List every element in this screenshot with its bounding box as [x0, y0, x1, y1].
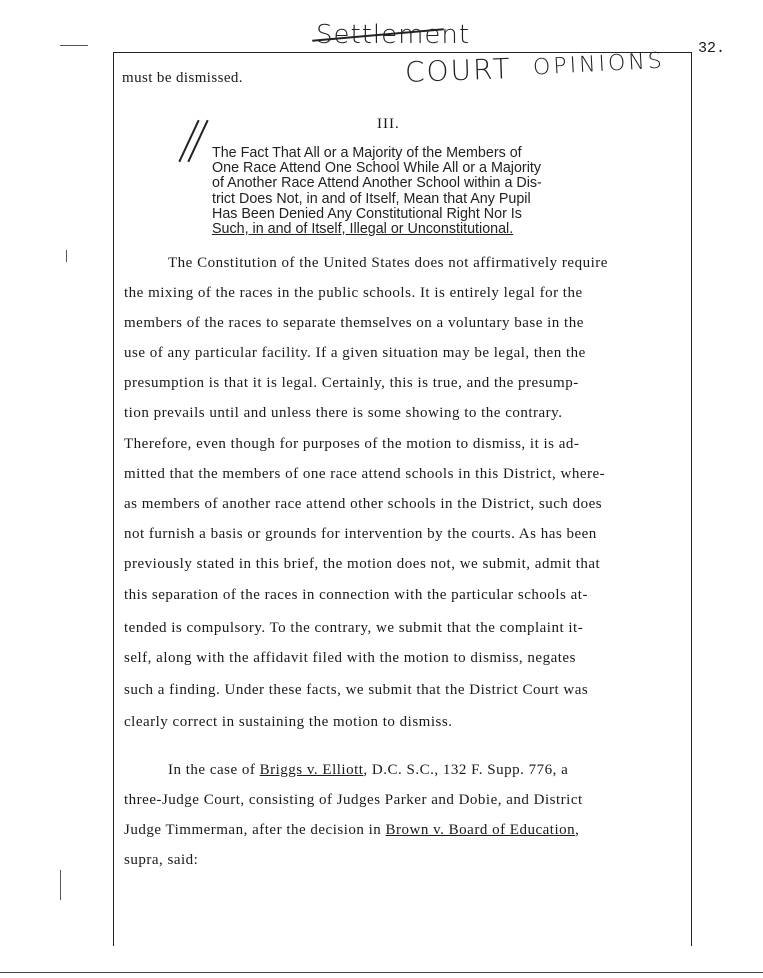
- heading-line: Such, in and of Itself, Illegal or Unconstitutional.: [212, 221, 514, 238]
- page-number: 32.: [698, 40, 726, 57]
- body-line: tended is compulsory. To the contrary, we submit that the complaint it-: [124, 620, 584, 636]
- section-heading: [212, 146, 614, 237]
- body-line: tion prevails until and unless there is some showing to the contrary.: [124, 405, 563, 421]
- text-run: In the case of: [168, 762, 260, 778]
- body-line: such a finding. Under these facts, we submit that the District Court was: [124, 682, 589, 698]
- scan-artifact: [60, 870, 61, 900]
- body-line: presumption is that it is legal. Certainly, this is true, and the presump-: [124, 375, 579, 391]
- body-line: The Constitution of the United States does not affirmatively require: [168, 255, 608, 271]
- heading-line: One Race Attend One School While All or a Majority: [212, 160, 541, 177]
- continued-line: must be dismissed.: [122, 70, 243, 86]
- section-numeral: III.: [377, 116, 400, 132]
- body-line: members of the races to separate themselves on a voluntary base in the: [124, 315, 584, 331]
- body-line: self, along with the affidavit filed with the motion to dismiss, negates: [124, 650, 576, 666]
- body-line: supra, said:: [124, 852, 199, 868]
- body-line: use of any particular facility. If a given situation may be legal, then the: [124, 345, 586, 361]
- heading-line: trict Does Not, in and of Itself, Mean that Any Pupil: [212, 190, 531, 207]
- case-citation: Brown v. Board of Education: [385, 822, 576, 838]
- body-line: this separation of the races in connection with the particular schools at-: [124, 587, 588, 603]
- body-line: mitted that the members of one race attend schools in this District, where-: [124, 466, 606, 482]
- heading-line: Has Been Denied Any Constitutional Right Nor Is: [212, 205, 522, 222]
- heading-line: of Another Race Attend Another School within a Dis-: [212, 175, 542, 192]
- bottom-rule: [0, 972, 763, 973]
- text-run: Judge Timmerman, after the decision in: [124, 822, 386, 838]
- body-line: [168, 762, 568, 779]
- handwritten-annotation-opinions: OPINIONS: [532, 48, 666, 81]
- case-citation: Briggs v. Elliott: [259, 762, 364, 778]
- scan-artifact: [60, 45, 88, 46]
- text-run: , D.C. S.C., 132 F. Supp. 776, a: [363, 762, 569, 778]
- body-line: previously stated in this brief, the motion does not, we submit, admit that: [124, 556, 601, 572]
- body-line: three-Judge Court, consisting of Judges Parker and Dobie, and District: [124, 792, 583, 808]
- body-line: clearly correct in sustaining the motion to dismiss.: [124, 714, 453, 730]
- body-line: the mixing of the races in the public schools. It is entirely legal for the: [124, 285, 583, 301]
- scan-artifact: [66, 250, 67, 262]
- handwritten-annotation-court: COURT: [404, 52, 513, 89]
- body-line: [124, 822, 579, 839]
- body-line: Therefore, even though for purposes of the motion to dismiss, it is ad-: [124, 436, 580, 452]
- heading-line: The Fact That All or a Majority of the Members of: [212, 145, 522, 161]
- body-line: as members of another race attend other schools in the District, such does: [124, 496, 603, 512]
- struck-handwritten-word: Settlement: [316, 20, 471, 50]
- text-run: ,: [575, 822, 580, 838]
- body-line: not furnish a basis or grounds for intervention by the courts. As has been: [124, 526, 597, 542]
